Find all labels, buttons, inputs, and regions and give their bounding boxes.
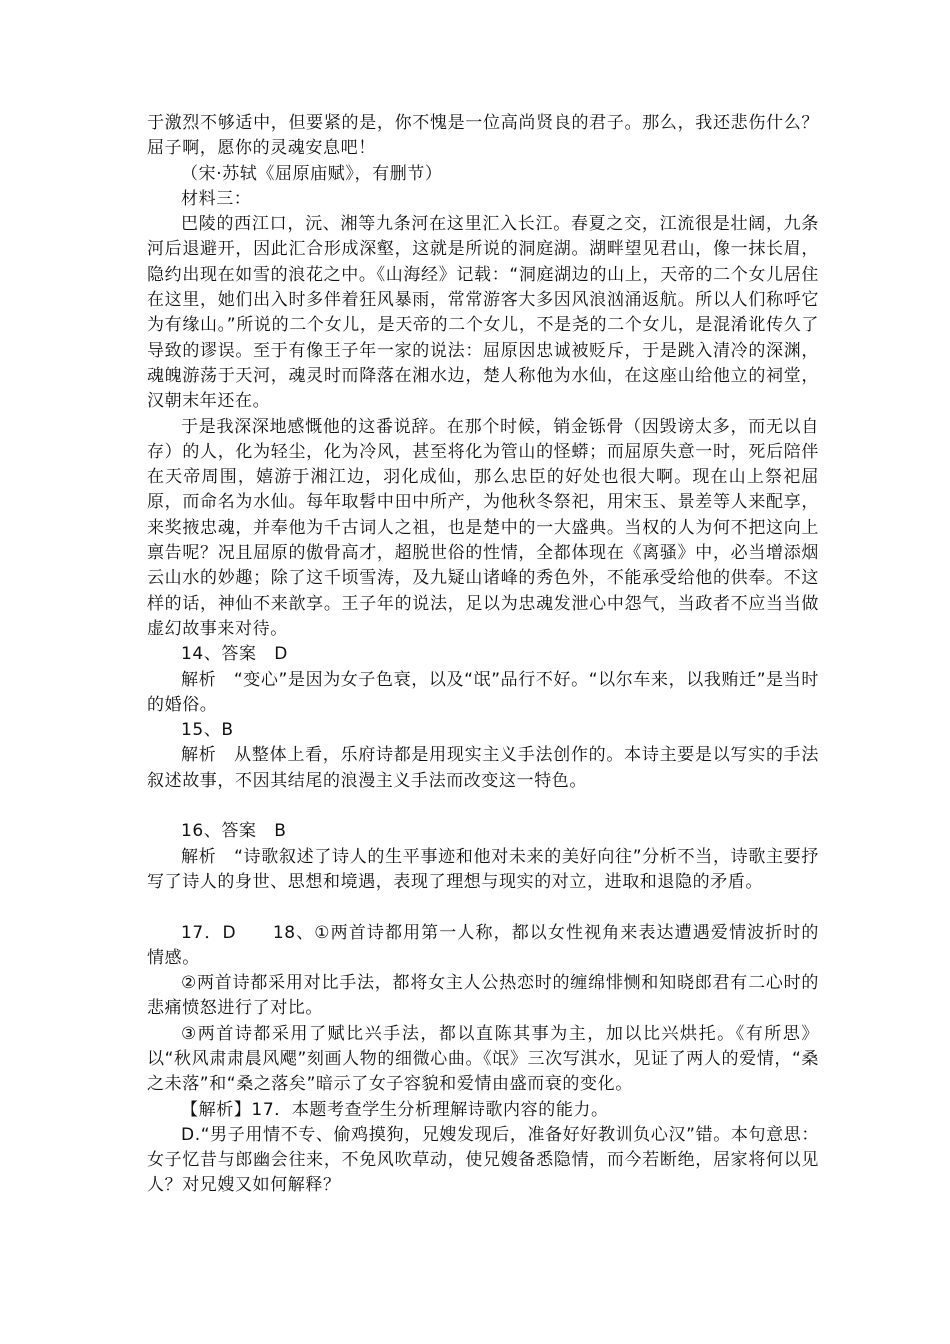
paragraph: 于激烈不够适中，但要紧的是，你不愧是一位高尚贤良的君子。那么，我还悲伤什么？屈子啊，愿你的灵魂安息吧！ [147, 113, 819, 159]
paragraph: 材料三： [181, 188, 252, 209]
paragraph: 14、答案 D [181, 644, 288, 665]
paragraph: ②两首诗都采用对比手法，都将女主人公热恋时的缠绵悱恻和知晓郎君有二心时的悲痛愤怒进行了对比。 [147, 973, 819, 1019]
blank-line [147, 895, 819, 920]
paragraph: 17．D 18、①两首诗都用第一人称，都以女性视角来表达遭遇爱情波折时的情感。 [147, 922, 819, 968]
paragraph: 巴陵的西江口，沅、湘等九条河在这里汇入长江。春夏之交，江流很是壮阔，九条河后退避开，因此汇合形成深壑，这就是所说的洞庭湖。湖畔望见君山，像一抹长眉，隐约出现在如雪的浪花之中。《山海经》记载：“洞庭湖边的山上，天帝的二个女儿居住在这里，她们出入时多伴着狂风暴雨，常常游客大多因风浪汹涌返航。所以人们称呼它为有缘山。”所说的二个女儿，是天帝的二个女儿，不是尧的二个女儿，是混淆讹传久了导致的谬误。至于有像王子年一家的说法：屈原因忠诚被贬斥，于是跳入清冷的深渊，魂魄游荡于天河，魂灵时而降落在湘水边，楚人称他为水仙，在这座山给他立的祠堂，汉朝末年还在。 [147, 214, 819, 412]
paragraph: 于是我深深地感慨他的这番说辞。在那个时候，销金铄骨（因毁谤太多，而无以自存）的人，化为轻尘，化为冷风，甚至将化为管山的怪蟒；而屈原失意一时，死后陪伴在天帝周围，嬉游于湘江边，羽化成仙，那么忠臣的好处也很大啊。现在山上祭祀屈原，而命名为水仙。每年取髫中田中所产，为他秋冬祭祀，用宋玉、景差等人来配享，来奖掖忠魂，并奉他为千古词人之祖，也是楚中的一大盛典。当权的人为何不把这向上禀告呢？况且屈原的傲骨高才，超脱世俗的性情，全都体现在《离骚》中，必当增添烟云山水的妙趣；除了这千顷雪涛，及九疑山诸峰的秀色外，不能承受给他的供奉。不这样的话，神仙不来歆享。王子年的说法，足以为忠魂发泄心中怨气，当政者不应当当做虚幻故事来对待。 [147, 416, 819, 639]
paragraph: 解析 “诗歌叙述了诗人的生平事迹和他对未来的美好向往”分析不当，诗歌主要抒写了诗人的身世、思想和境遇，表现了理想与现实的对立，进取和退隐的矛盾。 [147, 846, 819, 892]
blank-line [147, 794, 819, 819]
paragraph: 解析 从整体上看，乐府诗都是用现实主义手法创作的。本诗主要是以写实的手法叙述故事，不因其结尾的浪漫主义手法而改变这一特色。 [147, 745, 819, 791]
paragraph: D.“男子用情不专、偷鸡摸狗，兄嫂发现后，准备好好教训负心汉”错。本句意思：女子忆昔与郎幽会往来，不免风吹草动，使兄嫂备悉隐情，而今若断绝，居家将何以见人？对兄嫂又如何解释？ [147, 1124, 819, 1196]
paragraph: 解析 “变心”是因为女子色衰，以及“氓”品行不好。“以尔车来，以我贿迁”是当时的婚俗。 [147, 669, 819, 715]
paragraph: （宋·苏轼《屈原庙赋》，有删节） [181, 163, 443, 184]
paragraph: 15、B [181, 720, 234, 741]
paragraph: 【解析】17．本题考查学生分析理解诗歌内容的能力。 [181, 1099, 609, 1120]
paragraph: 16、答案 B [181, 821, 287, 842]
body-text [147, 111, 819, 1199]
paragraph: ③两首诗都采用了赋比兴手法，都以直陈其事为主，加以比兴烘托。《有所思》以“秋风肃肃晨风飔”刻画人物的细微心曲。《氓》三次写淇水，见证了两人的爱情，“桑之未落”和“桑之落矣”暗示了女子容貌和爱情由盛而衰的变化。 [147, 1023, 819, 1095]
